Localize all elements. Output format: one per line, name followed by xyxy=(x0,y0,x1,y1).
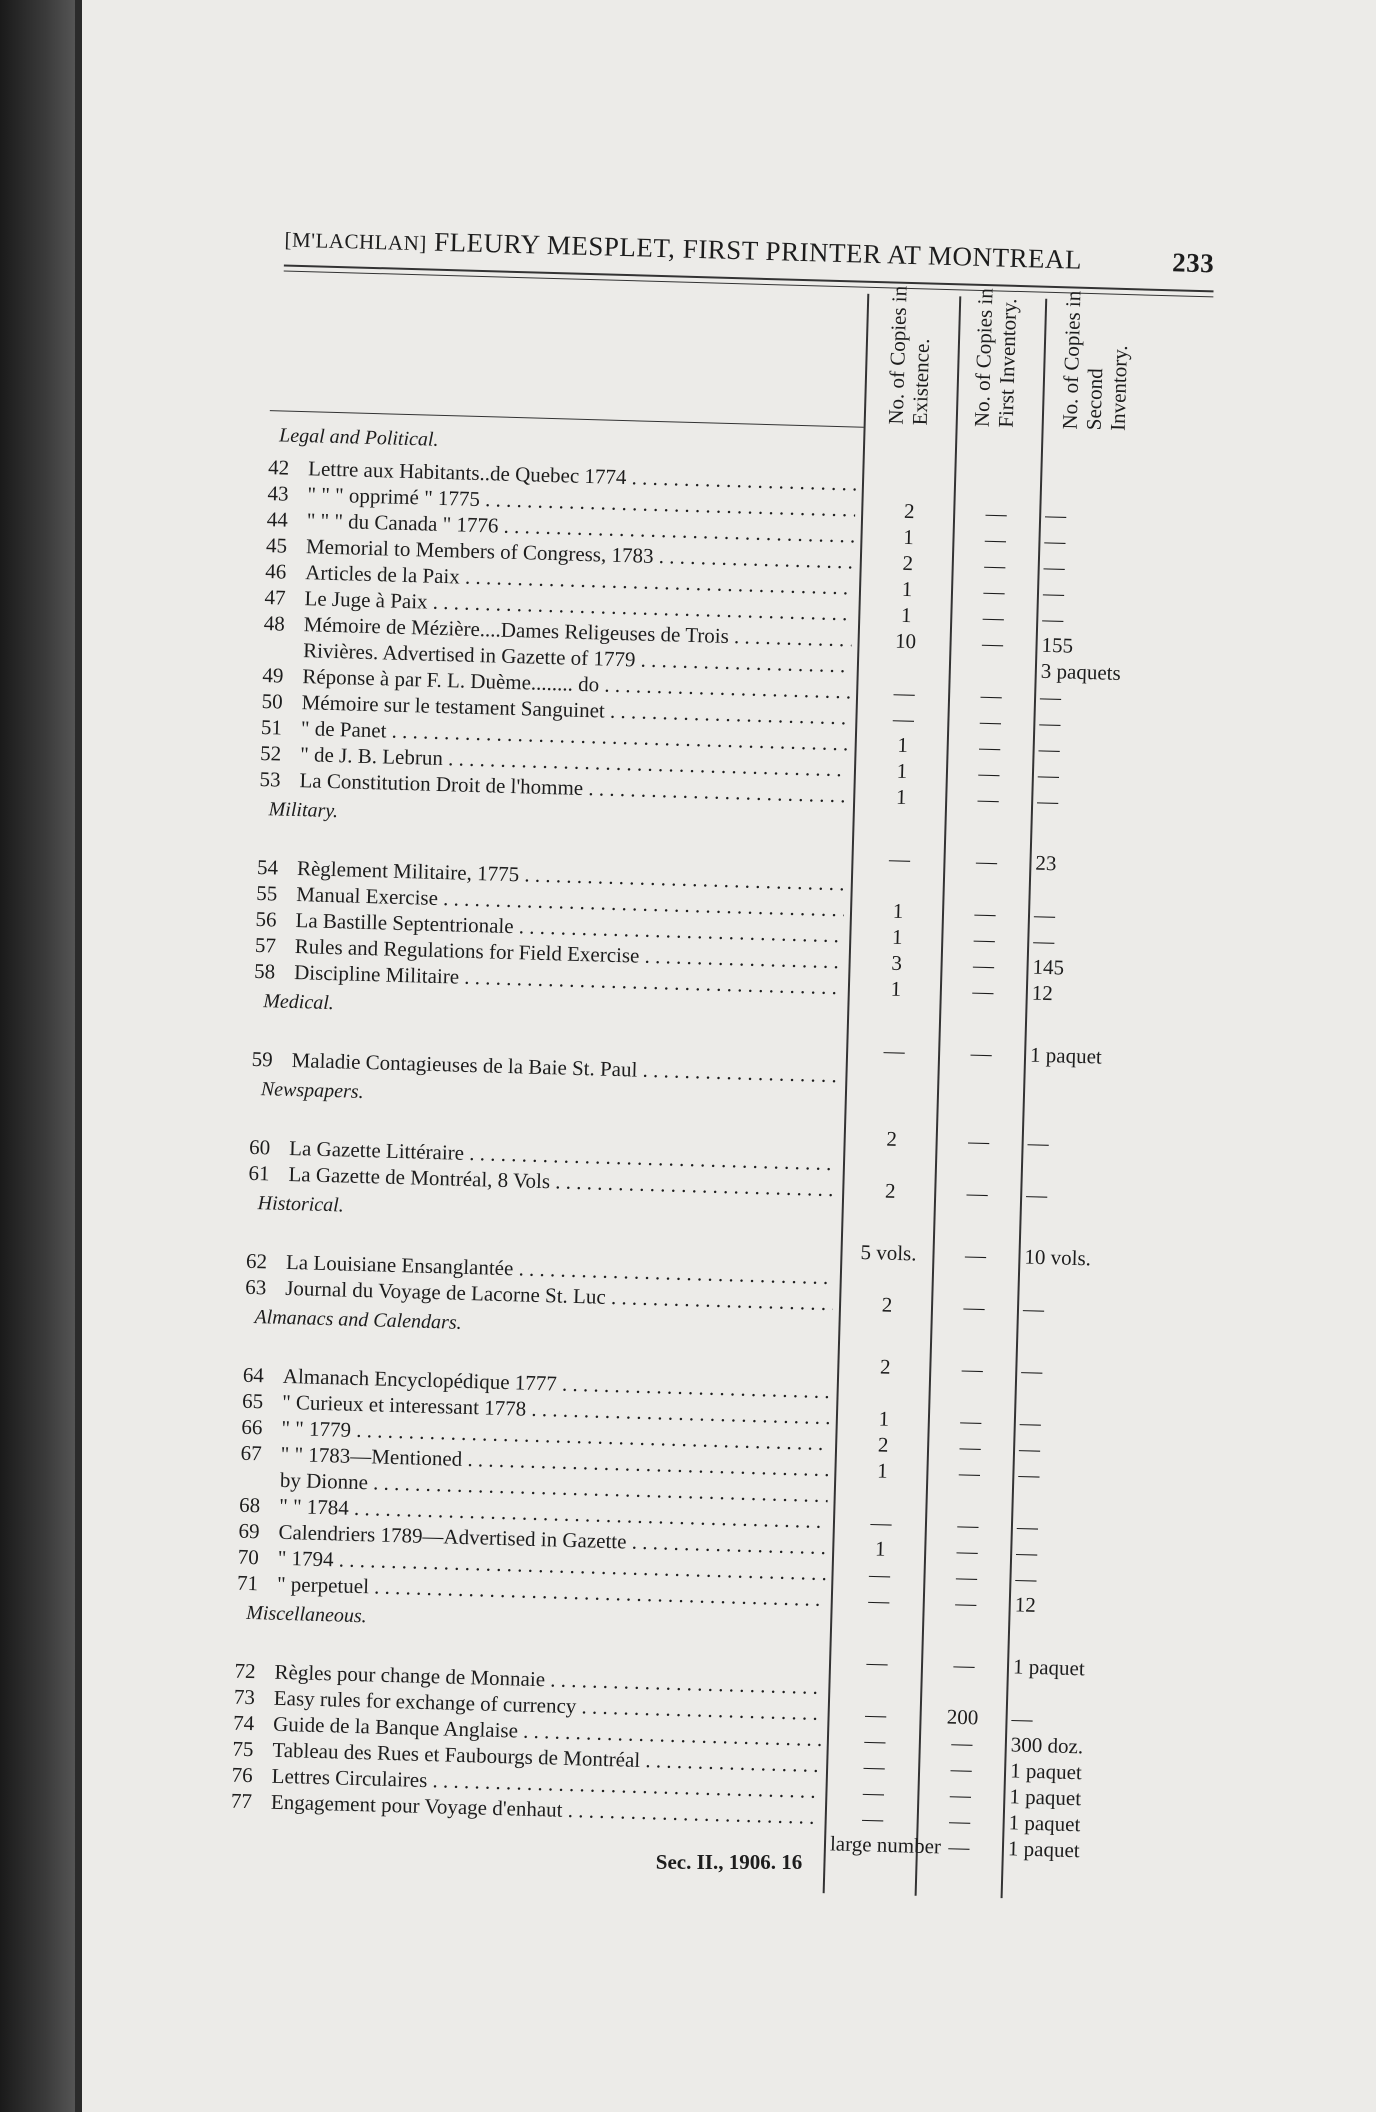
item-number: 56 xyxy=(255,906,277,932)
copies-first-inventory: — xyxy=(956,1538,979,1564)
item-number: 53 xyxy=(259,766,281,792)
item-title: by Dionne . . . xyxy=(280,1467,829,1508)
copies-existence: — xyxy=(870,1510,892,1535)
item-title: Calendriers 1789—Advertised in Gazette . . . xyxy=(278,1519,827,1560)
copies-first-inventory: — xyxy=(949,1782,972,1808)
copies-second-inventory: — xyxy=(1018,1462,1040,1488)
copies-second-inventory: — xyxy=(1038,736,1061,762)
item-title: Mémoire sur le testament Sanguinet . . . xyxy=(301,689,850,730)
item-title: Articles de la Paix . . . xyxy=(305,559,854,600)
item-title: Maladie Contagieuses de la Baie St. Paul . . . xyxy=(291,1047,840,1088)
copies-first-inventory: — xyxy=(954,1590,977,1616)
copies-second-inventory: 1 paquet xyxy=(1029,1042,1103,1069)
column-header-existence: No. of Copies in Existence. xyxy=(883,285,935,426)
copies-second-inventory: 1 paquet xyxy=(1008,1810,1081,1837)
copies-second-inventory: — xyxy=(1044,528,1066,554)
copies-existence: — xyxy=(866,1650,888,1675)
item-title: " perpetuel . . . xyxy=(277,1571,826,1612)
item-number xyxy=(231,1814,267,1815)
item-title: Engagement pour Voyage d'enhaut . . . xyxy=(271,1789,820,1830)
copies-second-inventory: 1 paquet xyxy=(1007,1836,1081,1863)
copies-existence xyxy=(868,471,952,473)
item-number: 62 xyxy=(245,1248,268,1274)
item-number: 60 xyxy=(248,1134,271,1160)
section-heading: Legal and Political. xyxy=(278,424,439,451)
copies-existence: large number xyxy=(829,1831,942,1859)
copies-existence: 2 xyxy=(902,550,914,576)
copies-second-inventory: 3 paquets xyxy=(1040,658,1122,685)
copies-second-inventory: 12 xyxy=(1031,980,1054,1006)
copies-first-inventory: — xyxy=(982,605,1005,630)
item-number: 43 xyxy=(267,481,289,506)
copies-first-inventory: — xyxy=(981,631,1004,656)
item-title: Le Juge à Paix . . . xyxy=(304,585,853,626)
item-number: 55 xyxy=(256,880,278,906)
copies-second-inventory: — xyxy=(1039,684,1062,710)
copies-existence: 1 xyxy=(900,602,912,628)
author-slug: [M'LACHLAN] xyxy=(284,227,428,256)
item-title: Règlement Militaire, 1775 . . . xyxy=(297,855,846,896)
item-title: " " 1783—Mentioned . . . xyxy=(280,1441,829,1482)
copies-second-inventory: — xyxy=(1020,1358,1043,1384)
item-number xyxy=(253,1020,289,1021)
copies-existence: — xyxy=(863,1754,886,1779)
item-number: 54 xyxy=(256,854,279,880)
item-title: Easy rules for exchange of currency . . . xyxy=(274,1685,823,1726)
item-title: Journal du Voyage de Lacorne St. Luc . . . xyxy=(285,1275,834,1316)
copies-existence: 1 xyxy=(902,524,915,550)
copies-second-inventory: — xyxy=(1019,1410,1042,1436)
copies-second-inventory: — xyxy=(1022,1296,1045,1322)
copies-first-inventory: — xyxy=(974,901,996,926)
item-number: 72 xyxy=(234,1658,256,1684)
copies-existence: 1 xyxy=(897,732,909,758)
item-title: La Gazette Littéraire . . . xyxy=(289,1135,838,1176)
item-title xyxy=(293,1021,841,1036)
copies-second-inventory: — xyxy=(1032,928,1055,954)
item-number xyxy=(236,1632,272,1633)
item-number: 59 xyxy=(251,1046,274,1072)
copies-second-inventory: 145 xyxy=(1032,954,1065,980)
copies-second-inventory: 1 paquet xyxy=(1009,1758,1083,1785)
copies-existence: 2 xyxy=(881,1292,893,1317)
copies-existence: 2 xyxy=(886,1126,898,1151)
copies-first-inventory: — xyxy=(966,1180,989,1206)
copies-existence: — xyxy=(864,1728,886,1753)
copies-first-inventory: — xyxy=(951,1730,973,1756)
item-number xyxy=(240,1466,276,1467)
item-title: La Gazette de Montréal, 8 Vols . . . xyxy=(288,1161,837,1202)
copies-first-inventory: — xyxy=(980,683,1002,708)
item-title: " " 1779 . . . xyxy=(281,1415,830,1456)
copies-existence: 1 xyxy=(896,758,908,784)
item-title: " " " opprimé " 1775 . . . xyxy=(307,481,856,522)
copies-first-inventory: — xyxy=(950,1756,972,1782)
item-title xyxy=(276,1633,824,1648)
running-header xyxy=(284,222,1215,279)
item-title: Discipline Militaire . . . xyxy=(294,959,843,1000)
item-title: Guide de la Banque Anglaise . . . xyxy=(273,1711,822,1752)
item-number: 73 xyxy=(233,1684,256,1710)
item-title xyxy=(298,829,846,844)
copies-first-inventory xyxy=(958,473,1036,475)
section-heading: Medical. xyxy=(263,990,335,1015)
table-head-rule xyxy=(270,410,864,428)
copies-existence: — xyxy=(868,1562,891,1587)
section-heading: Historical. xyxy=(257,1192,345,1217)
copies-first-inventory: — xyxy=(972,978,994,1004)
copies-first-inventory: — xyxy=(972,952,995,978)
copies-existence: 5 vols. xyxy=(860,1239,917,1266)
copies-first-inventory: — xyxy=(984,527,1007,552)
copies-first-inventory: — xyxy=(967,1128,990,1154)
item-number: 50 xyxy=(261,689,284,714)
copies-second-inventory: 12 xyxy=(1014,1592,1037,1617)
item-title: " de Panet . . . xyxy=(301,715,850,756)
copies-second-inventory: — xyxy=(1036,788,1059,814)
column-header-first-inventory: No. of Copies in First Inventory. xyxy=(969,287,1022,429)
copies-second-inventory: 23 xyxy=(1035,850,1057,876)
copies-existence: 2 xyxy=(903,498,915,524)
copies-existence: — xyxy=(883,1038,906,1064)
item-title: Lettres Circulaires . . . xyxy=(271,1763,820,1804)
item-title: La Louisiane Ensanglantée . . . xyxy=(286,1249,835,1290)
item-number: 51 xyxy=(260,715,283,740)
copies-second-inventory: — xyxy=(1042,580,1065,606)
copies-second-inventory: — xyxy=(1011,1706,1033,1731)
copies-first-inventory: — xyxy=(960,1408,982,1434)
copies-first-inventory: — xyxy=(957,1512,979,1538)
copies-second-inventory xyxy=(1046,476,1196,480)
item-number: 77 xyxy=(230,1788,253,1814)
copies-existence: — xyxy=(861,1806,884,1831)
copies-first-inventory: — xyxy=(948,1808,971,1834)
copies-first-inventory: — xyxy=(958,1460,981,1486)
copies-existence: 2 xyxy=(877,1432,889,1457)
copies-first-inventory: — xyxy=(953,1652,975,1678)
copies-second-inventory: — xyxy=(1044,502,1067,528)
item-title: Tableau des Rues et Faubourgs de Montréal . . . xyxy=(272,1737,821,1778)
copies-second-inventory: — xyxy=(1015,1566,1037,1591)
copies-existence: — xyxy=(892,706,915,732)
copies-existence: 1 xyxy=(891,924,903,949)
item-title: La Bastille Septentrionale . . . xyxy=(295,907,844,948)
copies-second-inventory: — xyxy=(1027,1130,1050,1156)
copies-first-inventory: — xyxy=(983,553,1006,578)
copies-second-inventory: — xyxy=(1043,554,1066,580)
copies-second-inventory: — xyxy=(1037,762,1060,788)
copies-first-inventory: — xyxy=(961,1356,984,1382)
copies-first-inventory: — xyxy=(959,1434,981,1460)
item-title: Manual Exercise . . . xyxy=(296,881,845,922)
item-number: 76 xyxy=(231,1762,254,1788)
item-number: 61 xyxy=(248,1160,270,1186)
item-title: La Constitution Droit de l'homme . . . xyxy=(299,767,848,808)
copies-second-inventory: 155 xyxy=(1041,632,1074,658)
item-number: 74 xyxy=(232,1710,255,1736)
copies-existence: 1 xyxy=(876,1458,889,1483)
section-heading: Miscellaneous. xyxy=(245,1601,368,1628)
item-title xyxy=(284,1337,832,1352)
copies-second-inventory: 1 paquet xyxy=(1012,1654,1086,1681)
item-number xyxy=(250,1108,286,1109)
copies-second-inventory: 300 doz. xyxy=(1010,1732,1084,1759)
copies-existence: 1 xyxy=(901,576,913,602)
copies-existence: 1 xyxy=(895,784,907,810)
copies-first-inventory: — xyxy=(955,1564,978,1590)
copies-existence: 1 xyxy=(890,976,902,1001)
item-number xyxy=(244,1336,280,1337)
item-title: Lettre aux Habitants..de Quebec 1774 . . . xyxy=(308,455,857,496)
copies-second-inventory: 1 paquet xyxy=(1009,1784,1082,1811)
item-number xyxy=(258,828,294,829)
item-title: Réponse à par F. L. Duème........ do . . . xyxy=(302,663,851,704)
copies-existence: — xyxy=(888,846,911,872)
item-title: " " " du Canada " 1776 . . . xyxy=(306,507,855,548)
item-title xyxy=(287,1223,835,1238)
item-title: " 1794 . . . xyxy=(277,1545,826,1586)
copies-first-inventory: — xyxy=(964,1242,987,1268)
copies-second-inventory: 10 vols. xyxy=(1024,1244,1092,1271)
item-number: 64 xyxy=(242,1362,265,1388)
copies-existence: 3 xyxy=(891,950,903,975)
item-number: 68 xyxy=(238,1492,261,1518)
page-content xyxy=(229,202,1216,1908)
copies-existence: 2 xyxy=(884,1178,896,1203)
item-number: 75 xyxy=(232,1736,254,1762)
item-number: 65 xyxy=(241,1388,264,1414)
copies-second-inventory: — xyxy=(1025,1182,1048,1208)
copies-first-inventory: — xyxy=(977,787,1000,812)
item-number: 66 xyxy=(241,1414,263,1440)
copies-existence: — xyxy=(867,1588,890,1613)
item-title: " " 1784 . . . xyxy=(279,1493,828,1534)
copies-first-inventory: — xyxy=(970,1040,992,1066)
item-title: Mémoire de Mézière....Dames Religeuses de Trois . . . xyxy=(304,611,853,652)
copies-second-inventory: — xyxy=(1041,606,1064,632)
copies-second-inventory: — xyxy=(1018,1436,1041,1462)
item-number: 58 xyxy=(253,958,276,984)
running-title: FLEURY MESPLET, FIRST PRINTER AT MONTREAL xyxy=(433,226,1083,275)
item-title: Memorial to Members of Congress, 1783 . . . xyxy=(306,533,855,574)
copies-first-inventory: — xyxy=(985,501,1008,526)
item-number: 42 xyxy=(267,455,290,480)
item-title: Almanach Encyclopédique 1777 . . . xyxy=(283,1363,832,1404)
copies-second-inventory: — xyxy=(1039,710,1061,736)
copies-first-inventory: — xyxy=(963,1294,985,1320)
copies-first-inventory: — xyxy=(979,709,1002,734)
item-number: 45 xyxy=(265,533,288,558)
item-title: Rivières. Advertised in Gazette of 1779 . . . xyxy=(303,637,852,678)
item-number: 49 xyxy=(262,663,284,688)
copies-existence: 2 xyxy=(879,1354,891,1379)
copies-first-inventory: — xyxy=(978,761,1000,786)
item-number: 52 xyxy=(259,740,282,766)
item-title: Rules and Regulations for Field Exercise . . . xyxy=(295,933,844,974)
copies-first-inventory: 200 xyxy=(946,1704,979,1730)
copies-existence: 1 xyxy=(892,898,904,924)
book-binding xyxy=(0,0,75,2112)
page-number: 233 xyxy=(1171,247,1215,279)
copies-existence: — xyxy=(893,680,916,706)
section-heading: Military. xyxy=(268,798,339,823)
copies-existence: 1 xyxy=(878,1406,890,1431)
item-number: 57 xyxy=(254,932,277,958)
item-number: 46 xyxy=(264,559,287,584)
section-heading: Almanacs and Calendars. xyxy=(254,1306,462,1334)
book-page xyxy=(82,0,1376,2112)
item-title xyxy=(290,1109,838,1124)
copies-first-inventory: — xyxy=(975,849,998,874)
item-number xyxy=(264,636,300,637)
page-footer: Sec. II., 1906. 16 xyxy=(655,1850,803,1874)
item-number: 71 xyxy=(236,1570,259,1596)
item-number xyxy=(247,1222,283,1223)
copies-existence: 10 xyxy=(894,628,917,654)
section-heading: Newspapers. xyxy=(260,1078,364,1104)
item-number: 69 xyxy=(238,1518,260,1544)
column-header-second-inventory: No. of Copies in Second Inventory. xyxy=(1057,290,1132,432)
copies-existence: 1 xyxy=(874,1536,886,1561)
copies-first-inventory: — xyxy=(973,926,996,952)
item-number: 70 xyxy=(237,1544,260,1570)
copies-first-inventory: — xyxy=(983,579,1005,604)
item-title: Règles pour change de Monnaie . . . xyxy=(274,1659,823,1700)
copies-second-inventory: — xyxy=(1033,902,1056,928)
copies-second-inventory: — xyxy=(1015,1540,1038,1565)
item-number: 67 xyxy=(240,1440,263,1466)
copies-existence: — xyxy=(864,1702,887,1727)
item-title: " de J. B. Lebrun . . . xyxy=(300,741,849,782)
item-number: 44 xyxy=(266,507,289,532)
copies-first-inventory: — xyxy=(948,1834,970,1860)
item-number: 47 xyxy=(264,585,286,610)
item-number: 63 xyxy=(245,1274,267,1300)
copies-second-inventory: — xyxy=(1016,1514,1039,1540)
item-number: 48 xyxy=(263,611,286,636)
copies-first-inventory: — xyxy=(978,735,1001,760)
item-title: " Curieux et interessant 1778 . . . xyxy=(282,1389,831,1430)
copies-existence: — xyxy=(862,1780,885,1805)
